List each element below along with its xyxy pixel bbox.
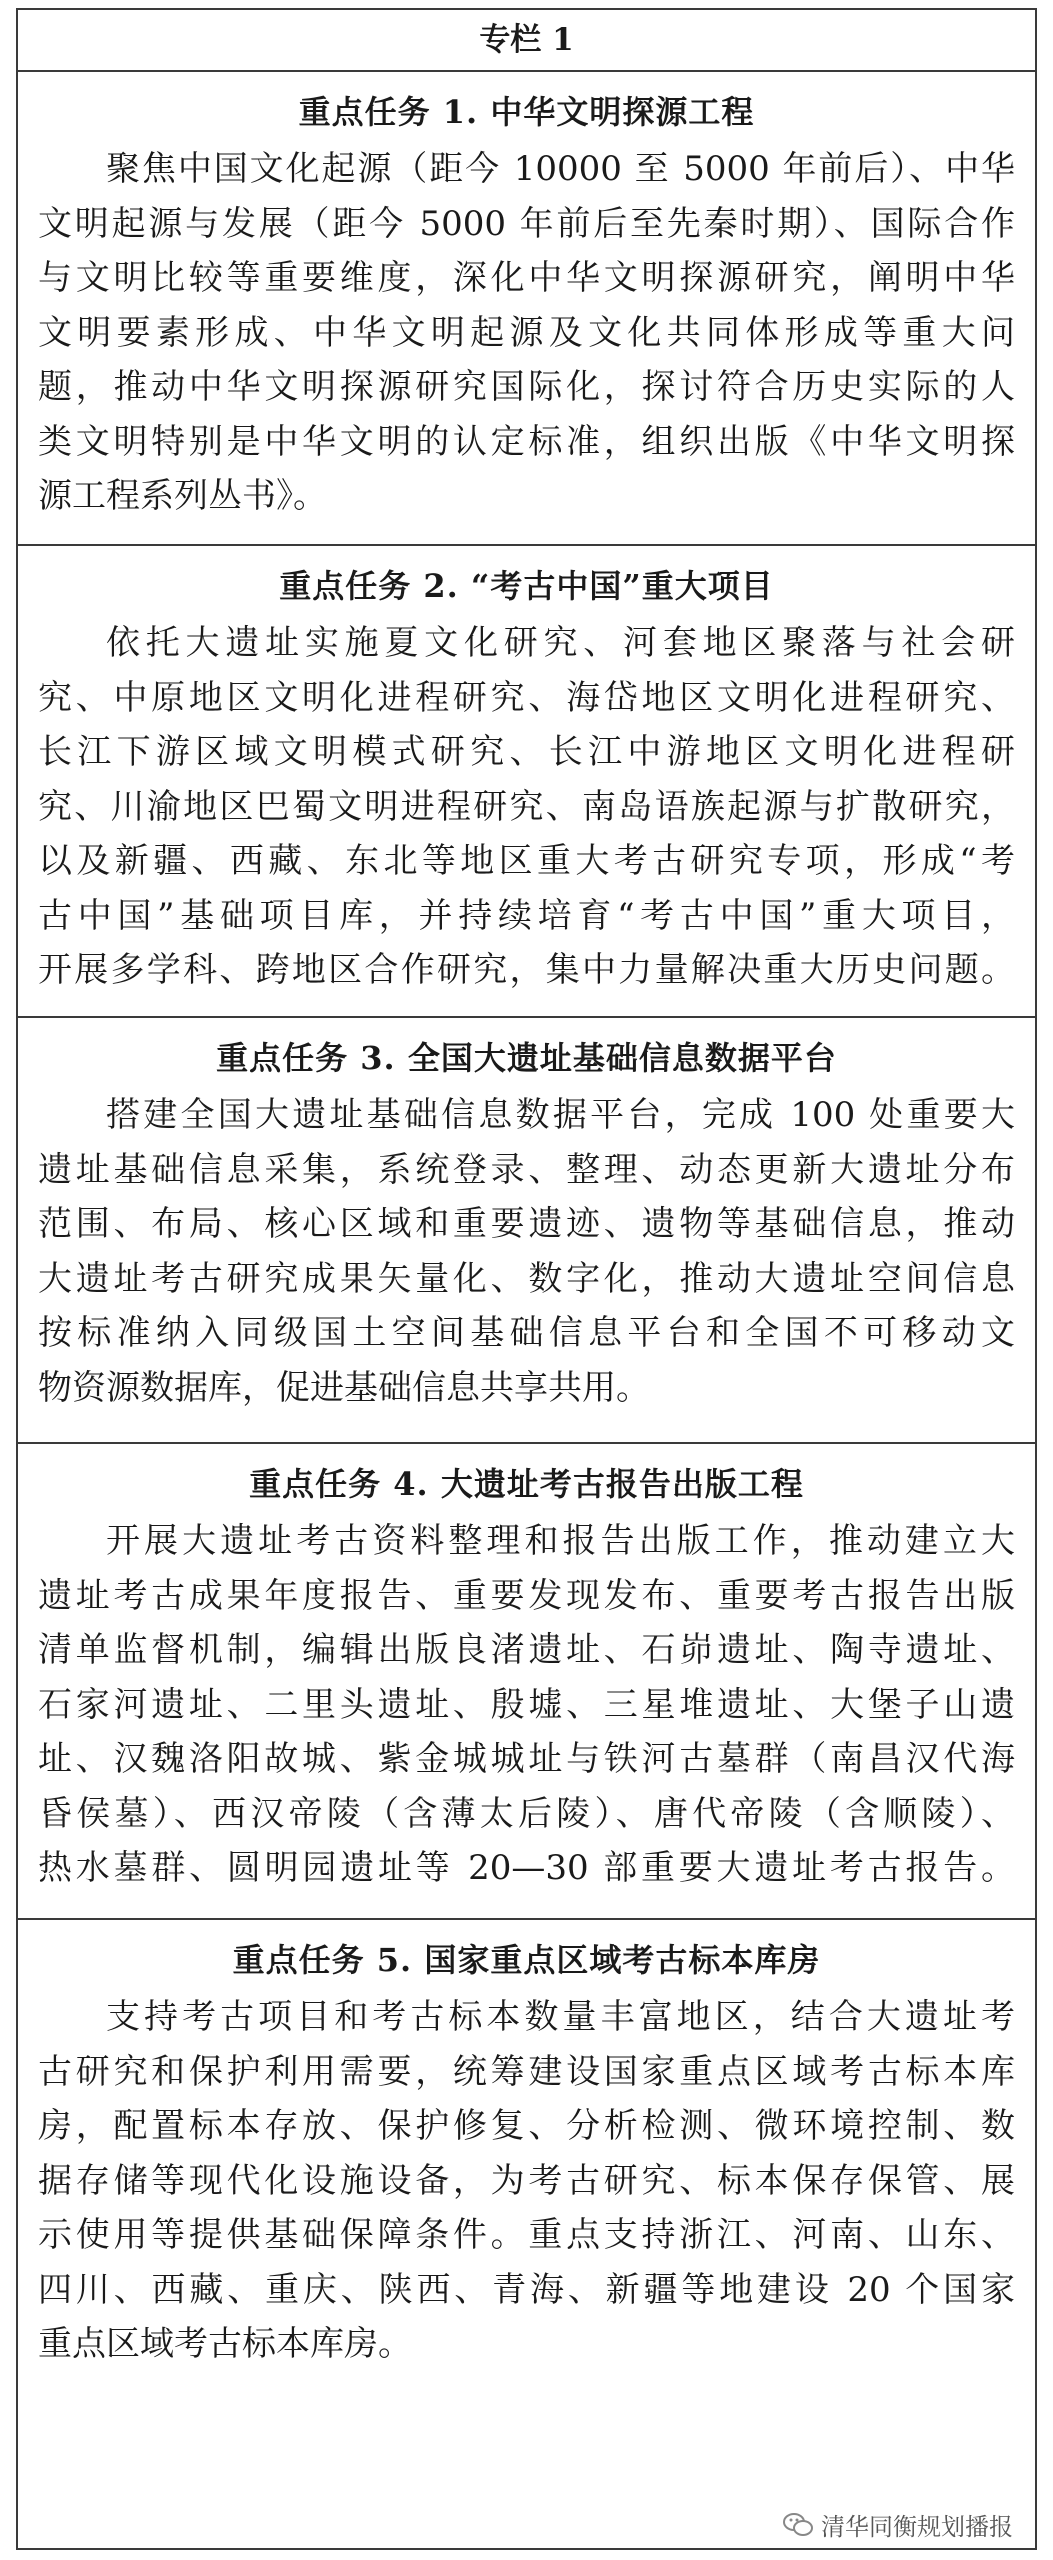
task-section-1 xyxy=(18,72,1035,546)
body-line: 题，推动中华文明探源研究国际化，探讨符合历史实际的人 xyxy=(38,367,1015,407)
wechat-icon xyxy=(783,2512,813,2538)
body-line: 据存储等现代化设施设备，为考古研究、标本保存保管、展 xyxy=(38,2160,1015,2201)
body-line: 支持考古项目和考古标本数量丰富地区，结合大遗址考 xyxy=(106,1997,1015,2037)
body-line: 依托大遗址实施夏文化研究、河套地区聚落与社会研 xyxy=(106,623,1015,663)
body-line: 长江下游区域文明模式研究、长江中游地区文明化进程研 xyxy=(38,732,1015,772)
body-line: 址、汉魏洛阳故城、紫金城城址与铁河古墓群（南昌汉代海 xyxy=(38,1739,1015,1779)
task-title: 重点任务 1. 中华文明探源工程 xyxy=(298,93,755,131)
column-table xyxy=(16,8,1037,2550)
body-line: 范围、布局、核心区域和重要遗迹、遗物等基础信息，推动 xyxy=(38,1204,1015,1244)
task-section-4 xyxy=(18,1444,1035,1920)
task-title: 重点任务 3. 全国大遗址基础信息数据平台 xyxy=(216,1039,837,1077)
body-line: 房，配置标本存放、保护修复、分析检测、微环境控制、数 xyxy=(38,2106,1015,2146)
body-line: 按标准纳入同级国土空间基础信息平台和全国不可移动文 xyxy=(38,1313,1015,1353)
body-line: 大遗址考古研究成果矢量化、数字化，推动大遗址空间信息 xyxy=(38,1258,1015,1299)
body-line: 重点区域考古标本库房。 xyxy=(38,2324,412,2364)
task-title: 重点任务 5. 国家重点区域考古标本库房 xyxy=(232,1941,821,1979)
body-line: 石家河遗址、二里头遗址、殷墟、三星堆遗址、大堡子山遗 xyxy=(38,1684,1015,1725)
body-line: 古研究和保护利用需要，统筹建设国家重点区域考古标本库 xyxy=(38,2051,1015,2092)
body-line: 四川、西藏、重庆、陕西、青海、新疆等地建设 20 个国家 xyxy=(38,2269,1015,2310)
body-line: 古中国”基础项目库，并持续培育“考古中国”重大项目， xyxy=(38,895,1015,936)
task-section-3 xyxy=(18,1018,1035,1444)
watermark xyxy=(783,2507,1013,2542)
task-section-5 xyxy=(18,1920,1035,2548)
body-line: 文明起源与发展（距今 5000 年前后至先秦时期）、国际合作 xyxy=(38,203,1015,244)
body-line: 清单监督机制，编辑出版良渚遗址、石峁遗址、陶寺遗址、 xyxy=(38,1630,1015,1670)
body-line: 遗址考古成果年度报告、重要发现发布、重要考古报告出版 xyxy=(38,1575,1015,1616)
body-line: 开展大遗址考古资料整理和报告出版工作，推动建立大 xyxy=(106,1521,1015,1561)
body-line: 究、川渝地区巴蜀文明进程研究、南岛语族起源与扩散研究， xyxy=(38,786,1015,827)
watermark-text: 清华同衡规划播报 xyxy=(821,2513,1013,2541)
body-line: 物资源数据库，促进基础信息共享共用。 xyxy=(38,1367,650,1408)
task-section-2 xyxy=(18,546,1035,1018)
body-line: 文明要素形成、中华文明起源及文化共同体形成等重大问 xyxy=(38,312,1015,353)
body-line: 开展多学科、跨地区合作研究，集中力量解决重大历史问题。 xyxy=(38,950,1015,990)
body-line: 究、中原地区文明化进程研究、海岱地区文明化进程研究、 xyxy=(38,677,1015,718)
body-line: 与文明比较等重要维度，深化中华文明探源研究，阐明中华 xyxy=(38,258,1015,298)
task-title: 重点任务 4. 大遗址考古报告出版工程 xyxy=(249,1465,804,1503)
body-line: 类文明特别是中华文明的认定标准，组织出版《中华文明探 xyxy=(38,421,1015,462)
body-line: 以及新疆、西藏、东北等地区重大考古研究专项，形成“考 xyxy=(38,841,1015,881)
task-title: 重点任务 2. “考古中国”重大项目 xyxy=(279,567,774,605)
body-line: 搭建全国大遗址基础信息数据平台，完成 100 处重要大 xyxy=(106,1095,1015,1135)
body-line: 源工程系列丛书》。 xyxy=(38,476,327,516)
column-title: 专栏 1 xyxy=(18,10,1035,72)
body-line: 昏侯墓）、西汉帝陵（含薄太后陵）、唐代帝陵（含顺陵）、 xyxy=(38,1793,1015,1834)
body-line: 遗址基础信息采集，系统登录、整理、动态更新大遗址分布 xyxy=(38,1149,1015,1190)
body-line: 示使用等提供基础保障条件。重点支持浙江、河南、山东、 xyxy=(38,2215,1015,2255)
body-line: 热水墓群、圆明园遗址等 20—30 部重要大遗址考古报告。 xyxy=(38,1848,1015,1888)
body-line: 聚焦中国文化起源（距今 10000 至 5000 年前后）、中华 xyxy=(106,149,1015,189)
